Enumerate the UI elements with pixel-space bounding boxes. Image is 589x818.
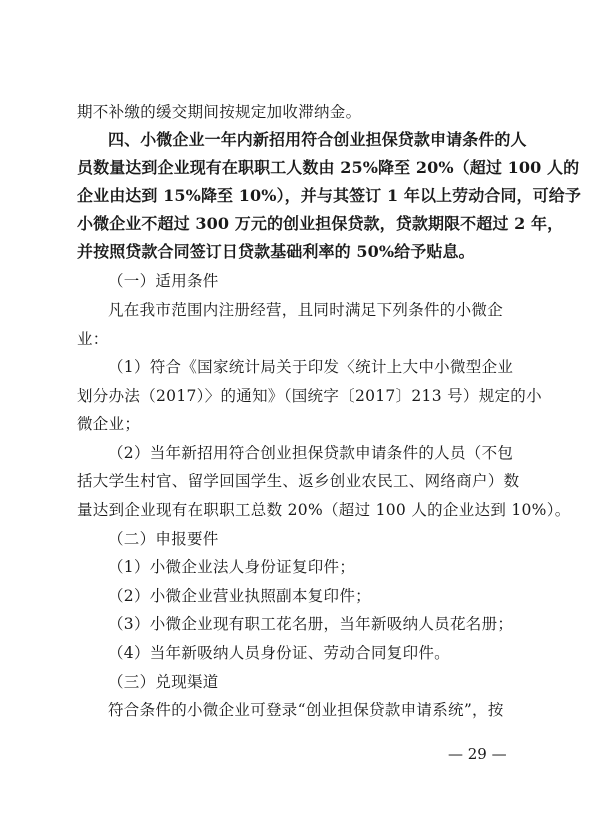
text-line: 企业由达到 15%降至 10%），并与其签订 1 年以上劳动合同，可给予 (77, 186, 581, 205)
text-line: 期不补缴的缓交期间按规定加收滞纳金。 (77, 103, 362, 121)
subsection-heading: （三）兑现渠道 (108, 673, 219, 691)
text-line: 并按照贷款合同签订日贷款基础利率的 50%给予贴息。 (77, 242, 475, 261)
list-item: （2）当年新招用符合创业担保贷款申请条件的人员（不包 (108, 444, 514, 462)
text-line: 微企业； (77, 415, 141, 433)
text-line: 量达到企业现有在职职工总数 20%（超过 100 人的企业达到 10%）。 (77, 501, 571, 519)
text-line: 划分办法（2017）〉的通知》（国统字〔2017〕213 号）规定的小 (77, 387, 542, 405)
text-line: 小微企业不超过 300 万元的创业担保贷款，贷款期限不超过 2 年， (77, 214, 564, 233)
list-item: （3）小微企业现有职工花名册，当年新吸纳人员花名册； (108, 615, 514, 633)
paragraph-start: 凡在我市范围内注册经营，且同时满足下列条件的小微企 (108, 301, 504, 319)
list-item: （2）小微企业营业执照副本复印件； (108, 587, 371, 605)
subsection-heading: （一）适用条件 (108, 272, 219, 290)
text-line: 业： (77, 330, 109, 348)
subsection-heading: （二）申报要件 (108, 530, 219, 548)
text-line: 员数量达到企业现有在职职工人数由 25%降至 20%（超过 100 人的 (77, 158, 580, 177)
paragraph-start: 符合条件的小微企业可登录“创业担保贷款申请系统”，按 (108, 701, 504, 719)
text-line: 括大学生村官、留学回国学生、返乡创业农民工、网络商户）数 (77, 472, 520, 490)
list-item: （4）当年新吸纳人员身份证、劳动合同复印件。 (108, 644, 450, 662)
list-item: （1）符合《国家统计局关于印发〈统计上大中小微型企业 (108, 358, 514, 376)
section-heading-4: 四、小微企业一年内新招用符合创业担保贷款申请条件的人 (108, 130, 527, 149)
list-item: （1）小微企业法人身份证复印件； (108, 558, 356, 576)
page-number: — 29 — (448, 745, 507, 763)
